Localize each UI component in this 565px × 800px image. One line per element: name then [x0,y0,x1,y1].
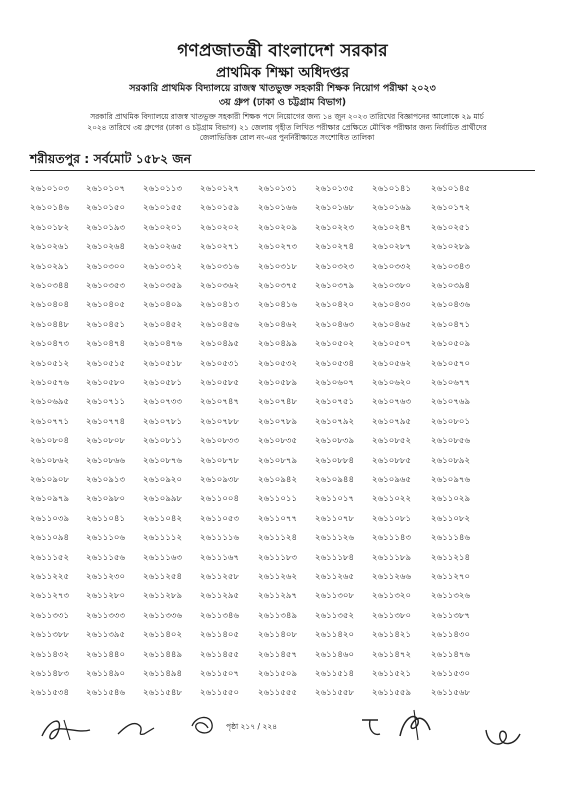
roll-number: ২৬১০৫৬২ [372,358,412,369]
roll-number: ২৬১০৫৮৫ [200,378,240,388]
roll-number: ২৬১০৪৬৫ [372,319,412,330]
roll-number: ২৬১০২৬১ [30,242,70,253]
description-line: সরকারি প্রাথমিক বিদ্যালয়ে রাজস্ব খাতভুক্ত সহকারী শিক্ষক পদে নিয়োগের জন্য ১৪ জুন ২০২৩ তারিখের বিজ্ঞাপনের আলোকে ২৯ মার্চ [90,112,484,121]
roll-number: ২৬১১১৫৬ [86,552,126,563]
roll-number: ২৬১১৫৫৫ [258,688,298,699]
page-footer [0,706,565,766]
roll-number: ২৬১১৫৪৬ [86,688,126,699]
roll-number: ২৬১০২৭১ [200,242,240,253]
roll-number: ২৬১০৪৯৯ [258,339,298,350]
roll-number: ২৬১০৩৯৪ [431,281,471,291]
roll-number: ২৬১১০২৯ [431,494,471,505]
roll-number: ২৬১০৭১১ [86,397,126,408]
roll-number: ২৬১১১৮৩ [258,552,298,563]
roll-number: ২৬১১৫০৯ [258,669,298,679]
roll-number: ২৬১১২৮৯ [143,591,183,602]
roll-number: ২৬১০৭৩৩ [143,397,183,408]
signature-6 [480,718,524,754]
roll-number: ২৬১০৪৯৫ [200,339,240,350]
roll-number: ২৬১১৪৫৫ [200,649,240,660]
roll-number: ২৬১১৫৬৮ [431,688,471,699]
roll-number: ২৬১১১৪৩ [372,533,412,544]
roll-number: ২৬১১১৮৪ [315,552,355,563]
roll-number: ২৬১০২৮৭ [372,242,412,253]
roll-number: ২৬১১০১৭ [315,494,355,505]
roll-number: ২৬১১১৮৯ [372,552,412,563]
roll-number: ২৬১১৪০২ [143,630,183,641]
roll-number: ২৬১০২৪৭ [372,222,412,233]
roll-number: ২৬১১২৬৬ [372,572,412,582]
roll-number: ২৬১১৩৮০ [372,610,412,621]
roll-number: ২৬১০৮৭৯ [258,455,298,466]
roll-number: ২৬১০৫৩১ [200,358,240,369]
roll-number: ২৬১০৮৬২ [30,455,70,466]
roll-number: ২৬১০১৭২ [431,203,471,214]
exam-title: সরকারি প্রাথমিক বিদ্যালয়ে রাজস্ব খাতভুক্ত সহকারী শিক্ষক নিয়োগ পরীক্ষা ২০২৩ [129,83,436,94]
roll-number: ২৬১০৪০৪ [30,300,70,311]
roll-number: ২৬১০১৫৫ [143,203,183,214]
roll-number: ২৬১০৬০৭ [315,378,355,388]
roll-number: ২৬১০২৭৩ [258,242,298,253]
roll-number: ২৬১০৪৭৪ [86,339,126,350]
roll-number: ২৬১১৪২০ [315,630,355,641]
roll-number: ২৬১১২৫৪ [143,572,183,582]
roll-number: ২৬১০৪০৯ [143,300,183,311]
roll-number: ২৬১১২৯৭ [258,591,298,602]
roll-number: ২৬১০৭৮৯ [258,416,298,427]
roll-number: ২৬১০৩৮০ [372,281,412,291]
roll-number: ২৬১০৫৩২ [258,358,298,369]
roll-number: ২৬১১৩৩৬ [143,610,183,621]
roll-number: ২৬১১০৫৩ [200,513,240,524]
roll-number: ২৬১১৪০৮ [258,630,298,641]
roll-number: ২৬১০৭৪৭ [200,397,240,408]
roll-number: ২৬১১৩২০ [372,591,412,602]
roll-number: ২৬১১৫০৭ [200,669,240,679]
roll-number: ২৬১০৩৭৫ [258,281,298,291]
roll-number: ২৬১০১৩৫ [315,184,355,194]
roll-number: ২৬১০৮০৪ [30,436,70,447]
roll-number: ২৬১১০০৪ [200,494,240,505]
roll-number: ২৬১০৯৪৪ [315,475,355,485]
signature-2 [114,712,158,742]
roll-number: ২৬১১০২২ [372,494,412,505]
roll-number: ২৬১১৩৮৭ [431,610,471,621]
roll-number: ২৬১১৫৫০ [200,688,240,699]
roll-number: ২৬১১০৩৯ [30,513,70,524]
roll-number: ২৬১০২০৯ [258,222,298,233]
roll-number: ২৬১১৫৪৮ [143,688,183,699]
roll-number: ২৬১০৮০১ [431,416,471,427]
roll-number: ২৬১০১৬৯ [372,203,412,214]
roll-number: ২৬১০৭৬৯ [431,397,471,408]
roll-number: ২৬১০৭৭১ [30,416,70,427]
roll-number: ২৬১১৩৩৩ [86,610,126,621]
roll-number: ২৬১০১৪৫ [431,184,471,194]
roll-number: ২৬১০৪৭১ [431,319,471,330]
roll-number-grid [0,180,565,710]
roll-number: ২৬১০৯০৮ [30,475,70,485]
roll-number: ২৬১০৩৫৯ [143,281,183,291]
roll-number: ২৬১০৩২৩ [315,261,355,272]
roll-number: ২৬১০৭৯২ [315,416,355,427]
roll-number: ২৬১০৮৩৯ [315,436,355,447]
roll-number: ২৬১১০৯৪ [30,533,70,544]
roll-number: ২৬১১২৬২ [258,572,298,582]
roll-number: ২৬১১১৫২ [30,552,70,563]
signature-3 [188,710,218,740]
roll-number: ২৬১১২২৫ [30,572,70,582]
roll-number: ২৬১০২৭৪ [315,242,355,253]
roll-number: ২৬১১৪৭৬ [431,649,471,660]
roll-number: ২৬১০৮৫৬ [431,436,471,447]
roll-number: ২৬১১৫৫৯ [372,688,412,699]
roll-number: ২৬১০৩৬২ [200,281,240,291]
roll-number: ২৬১১১২৬ [315,533,355,544]
roll-number: ২৬১০৩৪৩ [431,261,471,272]
roll-number: ২৬১০৭৮১ [143,416,183,427]
roll-number: ২৬১০৫৭৬ [30,378,70,388]
roll-number: ২৬১০৫০৭ [372,339,412,350]
roll-number: ২৬১০৮৬৬ [86,455,126,466]
roll-number: ২৬১০৪১৬ [258,300,298,311]
roll-number: ২৬১০৮৩৫ [258,436,298,447]
roll-number: ২৬১১৪৩২ [30,649,70,660]
roll-number: ২৬১০৩৩২ [372,261,412,272]
roll-number: ২৬১০৪৬৩ [315,319,355,330]
roll-number: ২৬১০৪৫২ [143,319,183,330]
roll-number: ২৬১০৮৮৪ [315,455,355,466]
roll-number: ২৬১১২৭০ [431,572,471,582]
roll-number: ২৬১১৩০৮ [315,591,355,602]
section-divider [30,170,535,171]
roll-number: ২৬১০৫১৫ [86,358,126,369]
roll-number: ২৬১০১৯৩ [86,222,126,233]
roll-number: ২৬১১৪৬০ [315,649,355,660]
roll-number: ২৬১১১৪৬ [431,533,471,544]
roll-number: ২৬১১৫৩০ [431,669,471,679]
roll-number: ২৬১০৯৪২ [258,475,298,485]
roll-number: ২৬১০৯৮০ [86,494,126,505]
roll-number: ২৬১১৪৮৩ [30,669,70,679]
roll-number: ২৬১১৪৫৭ [258,649,298,660]
roll-number: ২৬১১৪৪০ [86,649,126,660]
department-title: প্রাথমিক শিক্ষা অধিদপ্তর [215,65,350,81]
roll-number: ২৬১০১৬৮ [315,203,355,214]
roll-number: ২৬১১৪৪৯ [143,649,183,660]
roll-number: ২৬১০৫৮১ [143,378,183,388]
roll-number: ২৬১০৫১২ [30,358,70,369]
roll-number: ২৬১১১৬৩ [143,552,183,563]
roll-number: ২৬১০৯১৩ [86,475,126,485]
roll-number: ২৬১০৮৭৬ [143,455,183,466]
roll-number: ২৬১০২৯১ [30,261,70,272]
roll-number: ২৬১০৩৪৪ [30,281,70,291]
roll-number: ২৬১০৭৫১ [315,397,355,408]
roll-number: ২৬১০৪৫১ [86,319,126,330]
roll-number: ২৬১১১০৬ [86,533,126,544]
roll-number: ২৬১০১০৭ [86,184,126,194]
roll-number: ২৬১০৭৪৮ [258,397,298,408]
roll-number: ২৬১০১৫৯ [200,203,240,214]
roll-number: ২৬১০১৪১ [372,184,412,194]
roll-number: ২৬১১০৪১ [86,513,126,524]
roll-number: ২৬১০৯২০ [143,475,183,485]
roll-number: ২৬১১২৯৫ [200,591,240,602]
roll-number: ২৬১০৮৩৩ [200,436,240,447]
roll-number: ২৬১০২০২ [200,222,240,233]
roll-number: ২৬১০৭৬৩ [372,397,412,408]
roll-number: ২৬১০৯৬৫ [372,475,412,485]
roll-number: ২৬১১০১১ [258,494,298,505]
roll-number: ২৬১১২৩০ [86,572,126,582]
roll-number: ২৬১০৮৮৫ [372,455,412,466]
roll-number: ২৬১১৫৩৪ [30,688,70,699]
roll-number: ২৬১০৪৩৬ [431,300,471,311]
roll-number: ২৬১০৭৮৮ [200,416,240,427]
roll-number: ২৬১১৩৪৬ [200,610,240,621]
roll-number: ২৬১০৮০৮ [86,436,126,447]
roll-number: ২৬১০৮৭৮ [200,455,240,466]
roll-number: ২৬১১৪৭২ [372,649,412,660]
roll-number: ২৬১০১৩১ [258,184,298,194]
roll-number: ২৬১০৪৭৬ [143,339,183,350]
roll-number: ২৬১০৮১১ [143,436,183,447]
roll-number: ২৬১১০৭৮ [315,513,355,524]
roll-number: ২৬১০৩০০ [86,261,126,272]
roll-number: ২৬১১৩৯৫ [86,630,126,641]
roll-number: ২৬১০৪৪৮ [30,319,70,330]
roll-number: ২৬১০২৬৪ [86,242,126,253]
roll-number: ২৬১০২৮৯ [431,242,471,253]
roll-number: ২৬১০৩১২ [143,261,183,272]
roll-number: ২৬১০১২৭ [200,184,240,194]
roll-number: ২৬১০২২৩ [315,222,355,233]
roll-number: ২৬১০১৬৬ [258,203,298,214]
roll-number: ২৬১০৮৯২ [431,455,471,466]
roll-number: ২৬১০৯৭৬ [431,475,471,485]
roll-number: ২৬১০৬২০ [372,378,412,388]
roll-number: ২৬১০৪৭৩ [30,339,70,350]
roll-number: ২৬১০৫৮০ [86,378,126,388]
roll-number: ২৬১০৫১৮ [143,358,183,369]
roll-number: ২৬১১২১৪ [431,552,471,563]
roll-number: ২৬১০১৪৬ [30,203,70,214]
roll-number: ২৬১০৯৯৮ [143,494,183,505]
roll-number: ২৬১০৪০৫ [86,300,126,311]
roll-number: ২৬১০৪৩০ [372,300,412,311]
roll-number: ২৬১০৩৫৩ [86,281,126,291]
roll-number: ২৬১১১১২ [143,533,183,544]
roll-number: ২৬১০৪৬২ [258,319,298,330]
roll-number: ২৬১১২৫৮ [200,572,240,582]
roll-number: ২৬১০৬৯৫ [30,397,70,408]
roll-number: ২৬১১৩৩১ [30,610,70,621]
roll-number: ২৬১১১১৬ [200,533,240,544]
roll-number: ২৬১১০৪২ [143,513,183,524]
roll-number: ২৬১০৭৭৪ [86,416,126,427]
roll-number: ২৬১০২০১ [143,222,183,233]
roll-number: ২৬১০১৫০ [86,203,126,214]
roll-number: ২৬১১২৬৫ [315,572,355,582]
roll-number: ২৬১১৩৪৯ [258,610,298,621]
roll-number: ২৬১০২৫১ [431,222,471,233]
roll-number: ২৬১১০৮১ [372,513,412,524]
roll-number: ২৬১০৪১৩ [200,300,240,311]
roll-number: ২৬১১৪২১ [372,630,412,641]
roll-number: ২৬১১৫২১ [372,669,412,679]
signature-1 [36,710,96,746]
roll-number: ২৬১১২৮০ [86,591,126,602]
roll-number: ২৬১১৩২৬ [431,591,471,602]
district-section-title: শরীয়তপুর : সর্বমোট ১৫৮২ জন [30,151,192,166]
roll-number: ২৬১০৪২০ [315,300,355,311]
notice-description [32,112,542,144]
roll-number: ২৬১০৪৫৬ [200,319,240,330]
roll-number: ২৬১১৫১৪ [315,669,355,679]
roll-number: ২৬১০৬৭৭ [431,378,471,388]
signature-4 [358,712,386,742]
roll-number: ২৬১০৫০৯ [431,339,471,350]
roll-number: ২৬১০৫৭০ [431,358,471,369]
roll-number: ২৬১০২৬৫ [143,242,183,253]
roll-number: ২৬১১১২৪ [258,533,298,544]
roll-number: ২৬১১৫৫৮ [315,688,355,699]
roll-number: ২৬১১৪৯৪ [143,669,183,679]
roll-number: ২৬১০৮৫২ [372,436,412,447]
description-line: জেলাভিত্তিক রোল নং-এর পুনর্নিরীক্ষাতে সংশোধিত তালিকা [199,133,375,142]
roll-number: ২৬১১১৬৭ [200,552,240,563]
description-line: ২০২৪ তারিখে ৩য় গ্রুপের (ঢাকা ও চট্টগ্রাম বিভাগ) ২১ জেলায় গৃহীত লিখিত পরীক্ষার প্রেক্ষিতে মৌখিক পরীক্ষার জন্য নির্বাচিত প্রার্থীদের [87,122,487,132]
roll-number: ২৬১১৪৩০ [431,630,471,641]
page-number: পৃষ্ঠা ২১৭ / ২২৪ [226,722,278,731]
roll-number: ২৬১১৩৮৮ [30,630,70,641]
government-title: গণপ্রজাতন্ত্রী বাংলাদেশ সরকার [177,41,388,61]
roll-number: ২৬১১৪০৫ [200,630,240,641]
roll-number: ২৬১০১১৩ [143,184,183,194]
roll-number: ২৬১১৪৯০ [86,669,126,679]
roll-number: ২৬১০৭৯৫ [372,416,412,427]
roll-number: ২৬১১৩৫২ [315,610,355,621]
roll-number: ২৬১১০৭৭ [258,513,298,524]
roll-number: ২৬১০১৮২ [30,222,70,233]
roll-number: ২৬১০৯৩৮ [200,475,240,485]
roll-number: ২৬১১২৭৩ [30,591,70,602]
roll-number: ২৬১০৩১৮ [258,261,298,272]
group-title: ৩য় গ্রুপ (ঢাকা ও চট্টগ্রাম বিভাগ) [218,97,347,108]
signature-5 [394,706,434,744]
roll-number: ২৬১০৫০২ [315,339,355,350]
roll-number: ২৬১১০৮২ [431,513,471,524]
roll-number: ২৬১০১০৩ [30,184,70,194]
roll-number: ২৬১০৫৮৯ [258,378,298,388]
roll-number: ২৬১০৫৩৪ [315,358,355,369]
roll-number: ২৬১০৯৭৯ [30,494,70,505]
roll-number: ২৬১০৩১৬ [200,261,240,272]
roll-number: ২৬১০৩৭৯ [315,281,355,291]
